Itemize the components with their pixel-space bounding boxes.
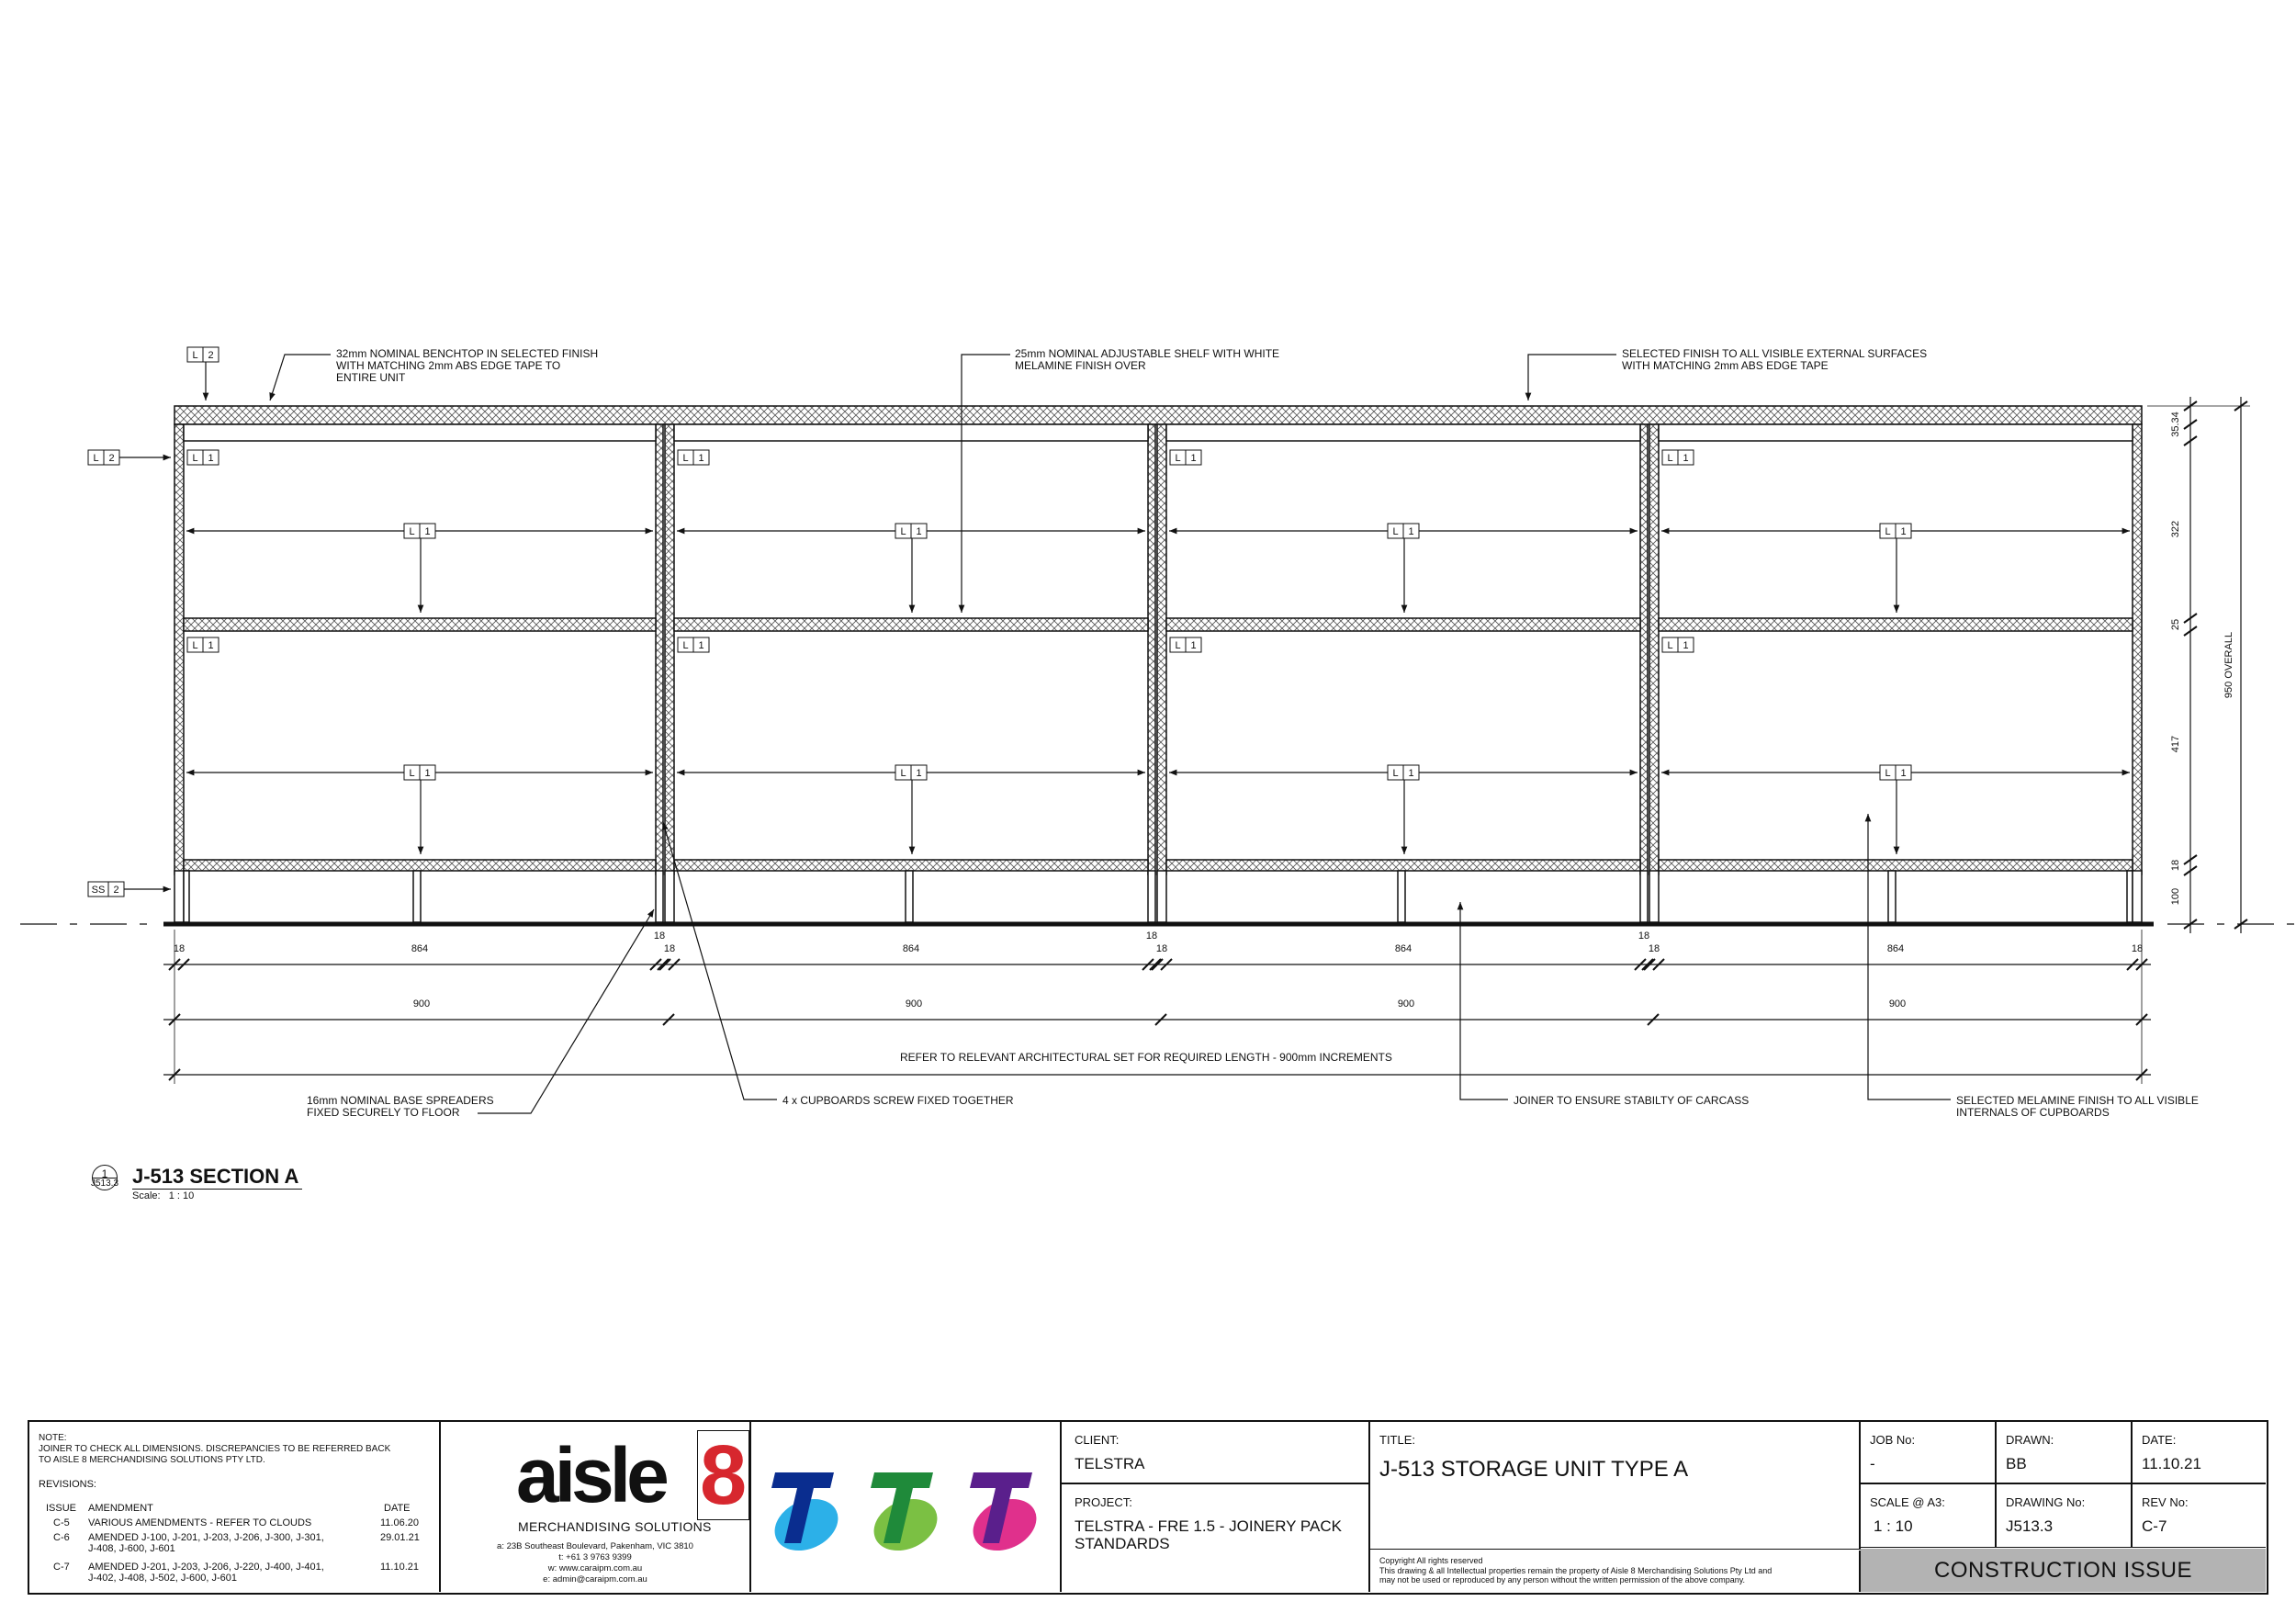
contact-line: t: +61 3 9763 9399 bbox=[558, 1552, 632, 1562]
rev-amendment: J-402, J-408, J-502, J-600, J-601 bbox=[88, 1573, 238, 1584]
shelf bbox=[184, 618, 656, 631]
note-line: FIXED SECURELY TO FLOOR bbox=[307, 1106, 460, 1119]
tag-letter: L bbox=[1175, 453, 1181, 464]
dim-v-417: 417 bbox=[2170, 735, 2181, 753]
tag-letter: L bbox=[1392, 768, 1399, 779]
rev-value: C-7 bbox=[2142, 1517, 2167, 1535]
rev-amendment: AMENDED J-100, J-201, J-203, J-206, J-300, J-301, bbox=[88, 1532, 324, 1543]
telstra-logos bbox=[751, 1422, 1060, 1592]
tb-revisions-label: REVISIONS: bbox=[39, 1479, 96, 1490]
tag-number: 2 bbox=[113, 885, 119, 896]
dim-v-322: 322 bbox=[2170, 520, 2181, 538]
base-spreader bbox=[174, 871, 184, 922]
side-panel bbox=[656, 424, 663, 874]
scale-label: Scale: bbox=[132, 1190, 161, 1201]
project-label: PROJECT: bbox=[1075, 1495, 1132, 1509]
tag-number: 2 bbox=[208, 350, 214, 361]
telstra-logo-green bbox=[865, 1472, 945, 1561]
client-value: TELSTRA bbox=[1075, 1455, 1145, 1472]
telstra-logo-pink bbox=[964, 1472, 1044, 1561]
tb-note-text bbox=[39, 1444, 390, 1466]
drawn-label: DRAWN: bbox=[2006, 1433, 2054, 1447]
client-label: CLIENT: bbox=[1075, 1433, 1120, 1447]
note-finish bbox=[1622, 348, 1927, 372]
base-spreader bbox=[413, 871, 421, 922]
note-line: JOINER TO CHECK ALL DIMENSIONS. DISCREPANCIES TO BE REFERRED BACK bbox=[39, 1444, 391, 1454]
tb-note-label: NOTE: bbox=[39, 1433, 67, 1443]
note-line: ENTIRE UNIT bbox=[336, 371, 406, 384]
side-panel bbox=[1649, 424, 1659, 874]
note-line: 25mm NOMINAL ADJUSTABLE SHELF WITH WHITE bbox=[1015, 347, 1280, 360]
project-line: TELSTRA - FRE 1.5 - JOINERY PACK bbox=[1075, 1517, 1342, 1535]
tag-letter: L bbox=[900, 526, 906, 537]
logo-word: aisle bbox=[516, 1432, 665, 1518]
status-value: CONSTRUCTION ISSUE bbox=[1933, 1558, 2192, 1583]
tag-letter: L bbox=[409, 526, 415, 537]
top-panel bbox=[1659, 424, 2133, 441]
side-panel bbox=[2133, 424, 2142, 874]
rev-label: REV No: bbox=[2142, 1495, 2189, 1509]
note-refer: REFER TO RELEVANT ARCHITECTURAL SET FOR REQUIRED LENGTH - 900mm INCREMENTS bbox=[900, 1051, 1392, 1064]
bottom-panel bbox=[1659, 860, 2133, 871]
base-spreader bbox=[1148, 871, 1155, 922]
dim-label-18: 18 bbox=[2131, 943, 2144, 954]
dim-label-18: 18 bbox=[663, 943, 676, 954]
title-block bbox=[28, 1420, 2268, 1595]
benchtop bbox=[174, 406, 2142, 424]
dim-label-18: 18 bbox=[1648, 943, 1660, 954]
rev-issue: C-6 bbox=[53, 1532, 70, 1543]
tb-rev-header-amendment: AMENDMENT bbox=[88, 1503, 153, 1514]
tb-job-cell bbox=[1861, 1422, 1997, 1484]
tag-letter: L bbox=[900, 768, 906, 779]
leader-melamine bbox=[1868, 814, 1951, 1100]
leader-shelf bbox=[962, 355, 1010, 613]
leader-joiner bbox=[1460, 902, 1508, 1100]
base-spreader bbox=[184, 871, 189, 922]
tag-number: 1 bbox=[1190, 640, 1197, 651]
tag-number: 1 bbox=[916, 526, 922, 537]
drawing-value: J513.3 bbox=[2006, 1517, 2054, 1535]
tag-number: 1 bbox=[1900, 526, 1907, 537]
dim-label-864: 864 bbox=[1394, 943, 1412, 954]
rev-amendment: VARIOUS AMENDMENTS - REFER TO CLOUDS bbox=[88, 1517, 312, 1528]
side-panel bbox=[665, 424, 674, 874]
rev-date: 11.06.20 bbox=[380, 1517, 420, 1528]
section-sheet: J513.3 bbox=[90, 1179, 119, 1189]
base-spreader bbox=[665, 871, 674, 922]
telstra-logo-blue bbox=[766, 1472, 846, 1561]
copyright-line: Copyright All rights reserved bbox=[1379, 1556, 1483, 1565]
leader-benchtop bbox=[270, 355, 331, 400]
tb-project-cell bbox=[1062, 1484, 1370, 1592]
tag-number: 1 bbox=[1683, 640, 1689, 651]
tag-letter: L bbox=[409, 768, 415, 779]
tag-number: 1 bbox=[424, 768, 431, 779]
job-value: - bbox=[1870, 1455, 1875, 1472]
note-line: SELECTED FINISH TO ALL VISIBLE EXTERNAL SURFACES bbox=[1622, 347, 1928, 360]
note-cupboards: 4 x CUPBOARDS SCREW FIXED TOGETHER bbox=[782, 1094, 1014, 1107]
tag-letter: L bbox=[1885, 768, 1891, 779]
cabinet-section bbox=[20, 406, 2296, 924]
note-line: TO AISLE 8 MERCHANDISING SOLUTIONS PTY LTD. bbox=[39, 1455, 265, 1465]
note-melamine bbox=[1956, 1095, 2199, 1119]
note-shelf bbox=[1015, 348, 1279, 372]
dim-v-18: 18 bbox=[2170, 859, 2181, 872]
title-value: J-513 STORAGE UNIT TYPE A bbox=[1379, 1457, 1689, 1482]
dim-label-900: 900 bbox=[1397, 998, 1415, 1009]
note-line: INTERNALS OF CUPBOARDS bbox=[1956, 1106, 2110, 1119]
dim-label-900: 900 bbox=[1888, 998, 1907, 1009]
bottom-panel bbox=[674, 860, 1148, 871]
tag-number: 1 bbox=[916, 768, 922, 779]
bottom-panel bbox=[184, 860, 656, 871]
base-spreader bbox=[1640, 871, 1648, 922]
tb-copyright-cell bbox=[1370, 1551, 1861, 1592]
note-joiner: JOINER TO ENSURE STABILTY OF CARCASS bbox=[1514, 1094, 1750, 1107]
scale-value: 1 : 10 bbox=[168, 1190, 195, 1201]
tag-letter: L bbox=[682, 640, 689, 651]
tag-number: 1 bbox=[1408, 526, 1414, 537]
bottom-panel bbox=[1166, 860, 1640, 871]
tag-letter: L bbox=[192, 640, 198, 651]
top-panel bbox=[184, 424, 656, 441]
dim-label-900: 900 bbox=[412, 998, 431, 1009]
dim-v-25: 25 bbox=[2170, 618, 2181, 631]
dim-label-864: 864 bbox=[1886, 943, 1905, 954]
tag-number: 1 bbox=[208, 453, 214, 464]
tb-client-logos bbox=[751, 1422, 1062, 1592]
dim-label-18: 18 bbox=[1145, 930, 1158, 942]
rev-amendment: J-408, J-600, J-601 bbox=[88, 1543, 175, 1554]
leader-finish bbox=[1528, 355, 1616, 400]
note-line: WITH MATCHING 2mm ABS EDGE TAPE bbox=[1622, 359, 1829, 372]
dim-label-18: 18 bbox=[1638, 930, 1650, 942]
note-benchtop bbox=[336, 348, 598, 384]
base-spreader bbox=[2133, 871, 2142, 922]
scale-label: SCALE @ A3: bbox=[1870, 1495, 1945, 1509]
side-panel bbox=[174, 424, 184, 874]
tag-number: 1 bbox=[1408, 768, 1414, 779]
rev-issue: C-7 bbox=[53, 1562, 70, 1573]
title-label: TITLE: bbox=[1379, 1433, 1416, 1447]
tb-status-cell bbox=[1861, 1549, 2266, 1592]
aisle8-logo bbox=[516, 1428, 748, 1534]
tag-letter: L bbox=[1392, 526, 1399, 537]
side-panel bbox=[1157, 424, 1166, 874]
top-panel bbox=[674, 424, 1148, 441]
section-callout bbox=[88, 1165, 336, 1203]
tag-letter: L bbox=[1667, 453, 1673, 464]
dim-v-35-34: 35.34 bbox=[2170, 412, 2181, 437]
date-label: DATE: bbox=[2142, 1433, 2177, 1447]
logo-sub: MERCHANDISING SOLUTIONS bbox=[518, 1519, 712, 1534]
side-panel bbox=[1640, 424, 1648, 874]
section-number: 1 bbox=[101, 1167, 108, 1180]
base-spreader bbox=[1157, 871, 1166, 922]
dim-label-18: 18 bbox=[1155, 943, 1168, 954]
date-value: 11.10.21 bbox=[2142, 1455, 2201, 1472]
project-value bbox=[1075, 1517, 1342, 1552]
tb-drawn-cell bbox=[1997, 1422, 2133, 1484]
contact-line: e: admin@caraipm.com.au bbox=[543, 1574, 647, 1585]
tag-letter: L bbox=[93, 453, 99, 464]
dim-label-864: 864 bbox=[411, 943, 429, 954]
tb-drawing-cell bbox=[1997, 1484, 2133, 1548]
tag-letter: SS bbox=[91, 885, 106, 896]
tag-number: 1 bbox=[698, 640, 704, 651]
dim-label-18: 18 bbox=[653, 930, 666, 942]
rev-amendment: AMENDED J-201, J-203, J-206, J-220, J-400, J-401, bbox=[88, 1562, 324, 1573]
base-spreader bbox=[1649, 871, 1659, 922]
tag-number: 1 bbox=[1190, 453, 1197, 464]
rev-date: 11.10.21 bbox=[380, 1562, 420, 1573]
tag-number: 1 bbox=[698, 453, 704, 464]
shelf bbox=[674, 618, 1148, 631]
base-spreader bbox=[906, 871, 913, 922]
base-spreader bbox=[1888, 871, 1896, 922]
section-title: J-513 SECTION A bbox=[132, 1165, 302, 1190]
note-spreaders bbox=[307, 1095, 494, 1119]
copyright-line: This drawing & all Intellectual properties remain the property of Aisle 8 Merchandising Solutions Pty Ltd and bbox=[1379, 1565, 1773, 1575]
shelf bbox=[1166, 618, 1640, 631]
tb-title-cell bbox=[1370, 1422, 1861, 1550]
tag-letter: L bbox=[192, 350, 198, 361]
logo-digit: 8 bbox=[700, 1428, 748, 1522]
tb-contact bbox=[441, 1541, 749, 1585]
tag-letter: L bbox=[1885, 526, 1891, 537]
base-spreader bbox=[656, 871, 663, 922]
tb-date-cell bbox=[2133, 1422, 2266, 1484]
dim-label-864: 864 bbox=[902, 943, 920, 954]
side-panel bbox=[1148, 424, 1155, 874]
tag-letter: L bbox=[682, 453, 689, 464]
note-line: 32mm NOMINAL BENCHTOP IN SELECTED FINISH bbox=[336, 347, 599, 360]
tag-number: 1 bbox=[1900, 768, 1907, 779]
contact-line: w: www.caraipm.com.au bbox=[547, 1563, 643, 1573]
tb-rev-cell bbox=[2133, 1484, 2266, 1548]
note-line: SELECTED MELAMINE FINISH TO ALL VISIBLE bbox=[1956, 1094, 2199, 1107]
tb-notes-panel bbox=[29, 1422, 441, 1592]
contact-line: a: 23B Southeast Boulevard, Pakenham, VIC 3810 bbox=[497, 1541, 693, 1551]
copyright-text bbox=[1379, 1556, 1772, 1585]
scale-value: 1 : 10 bbox=[1874, 1517, 1913, 1535]
tag-number: 2 bbox=[108, 453, 115, 464]
tag-number: 1 bbox=[1683, 453, 1689, 464]
note-line: WITH MATCHING 2mm ABS EDGE TAPE TO bbox=[336, 359, 561, 372]
dim-label-18: 18 bbox=[173, 943, 186, 954]
rev-issue: C-5 bbox=[53, 1517, 70, 1528]
rev-date: 29.01.21 bbox=[380, 1532, 420, 1543]
drawn-value: BB bbox=[2006, 1455, 2027, 1472]
base-spreader bbox=[2127, 871, 2133, 922]
shelf bbox=[1659, 618, 2133, 631]
tb-rev-header-date: DATE bbox=[384, 1503, 411, 1514]
note-line: 16mm NOMINAL BASE SPREADERS bbox=[307, 1094, 494, 1107]
tb-client-cell bbox=[1062, 1422, 1370, 1484]
leader-spreaders bbox=[478, 909, 654, 1113]
tb-logo-panel bbox=[441, 1422, 751, 1592]
tag-number: 1 bbox=[208, 640, 214, 651]
tb-rev-header-issue: ISSUE bbox=[46, 1503, 77, 1514]
dim-label-900: 900 bbox=[905, 998, 923, 1009]
job-label: JOB No: bbox=[1870, 1433, 1916, 1447]
project-line: STANDARDS bbox=[1075, 1535, 1170, 1552]
base-spreader bbox=[1398, 871, 1405, 922]
dim-v-100: 100 bbox=[2170, 887, 2181, 906]
note-line: MELAMINE FINISH OVER bbox=[1015, 359, 1146, 372]
dim-v-overall: 950 OVERALL bbox=[2223, 631, 2234, 699]
tag-letter: L bbox=[1175, 640, 1181, 651]
section-scale bbox=[132, 1190, 194, 1201]
top-panel bbox=[1166, 424, 1640, 441]
drawing-label: DRAWING No: bbox=[2006, 1495, 2086, 1509]
tag-number: 1 bbox=[424, 526, 431, 537]
section-bubble bbox=[92, 1165, 118, 1190]
tb-scale-cell bbox=[1861, 1484, 1997, 1548]
tag-letter: L bbox=[192, 453, 198, 464]
copyright-line: may not be used or reproduced by any person without the written permission of the above company. bbox=[1379, 1575, 1746, 1585]
tag-letter: L bbox=[1667, 640, 1673, 651]
